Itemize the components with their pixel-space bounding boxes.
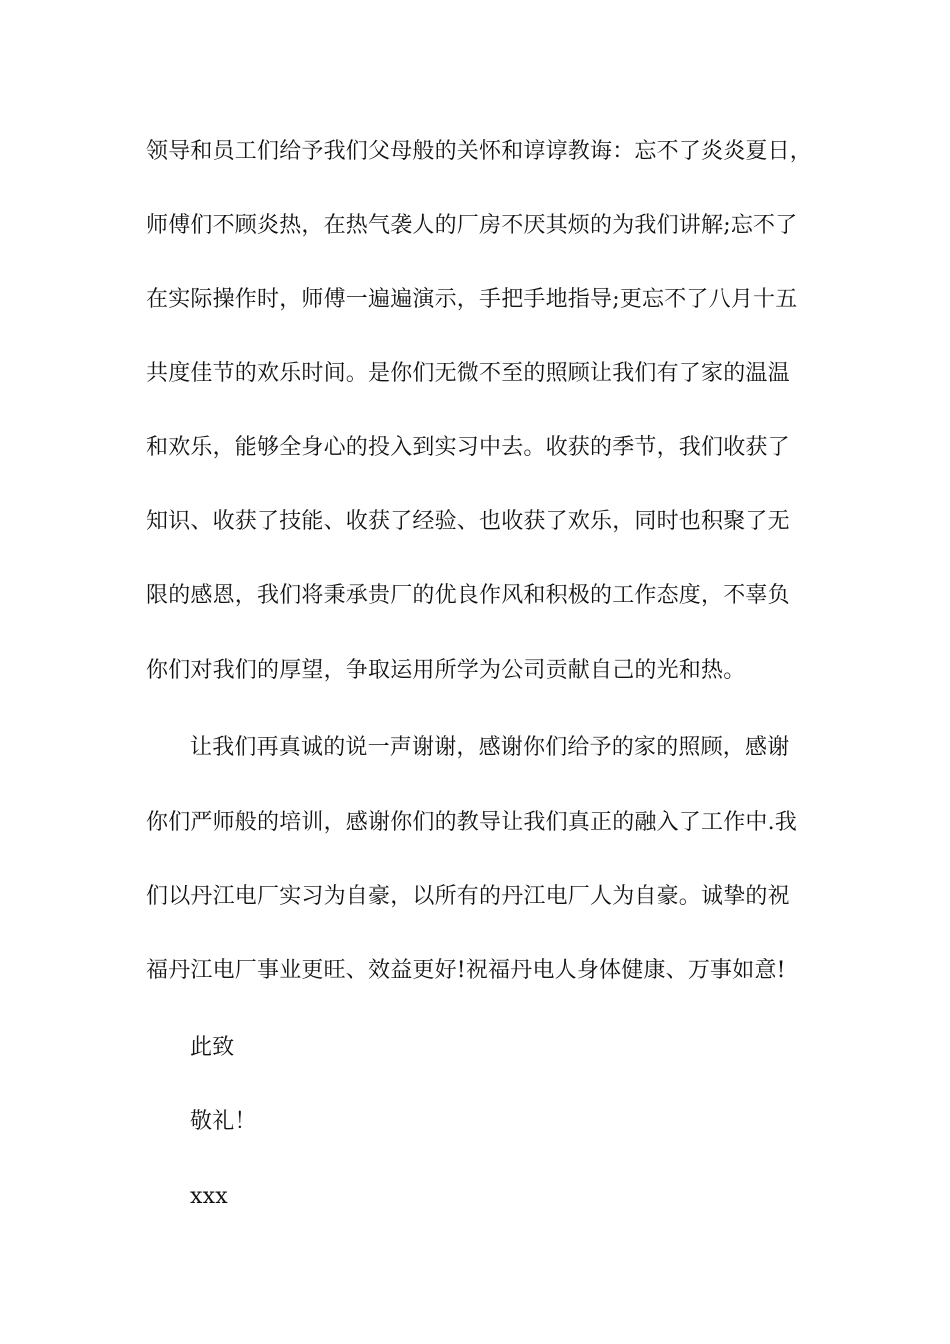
text-line: 在实际操作时，师傅一遍遍演示，手把手地指导;更忘不了八月十五 [146, 287, 798, 312]
text-line: 你们严师般的培训，感谢你们的教导让我们真正的融入了工作中.我 [146, 810, 797, 835]
text-line: 福丹江电厂事业更旺、效益更好!祝福丹电人身体健康、万事如意! [146, 958, 786, 983]
signature: xxx [190, 1184, 228, 1209]
text-line: 让我们再真诚的说一声谢谢，感谢你们给予的家的照顾，感谢 [190, 735, 790, 760]
text-line: 师傅们不顾炎热，在热气袭人的厂房不厌其烦的为我们讲解;忘不了 [146, 213, 798, 238]
closing-salutation: 敬礼！ [190, 1109, 257, 1134]
text-line: 共度佳节的欢乐时间。是你们无微不至的照顾让我们有了家的温温 [146, 361, 790, 386]
text-line: 你们对我们的厚望，争取运用所学为公司贡献自己的光和热。 [146, 658, 746, 683]
closing-greeting: 此致 [190, 1035, 235, 1060]
text-line: 们以丹江电厂实习为自豪，以所有的丹江电厂人为自豪。诚挚的祝 [146, 884, 790, 909]
text-line: 知识、收获了技能、收获了经验、也收获了欢乐，同时也积聚了无 [146, 509, 790, 534]
text-line: 限的感恩，我们将秉承贵厂的优良作风和积极的工作态度，不辜负 [146, 583, 790, 608]
text-line: 领导和员工们给予我们父母般的关怀和谆谆教诲：忘不了炎炎夏日， [146, 139, 813, 164]
text-line: 和欢乐，能够全身心的投入到实习中去。收获的季节，我们收获了 [146, 435, 790, 460]
